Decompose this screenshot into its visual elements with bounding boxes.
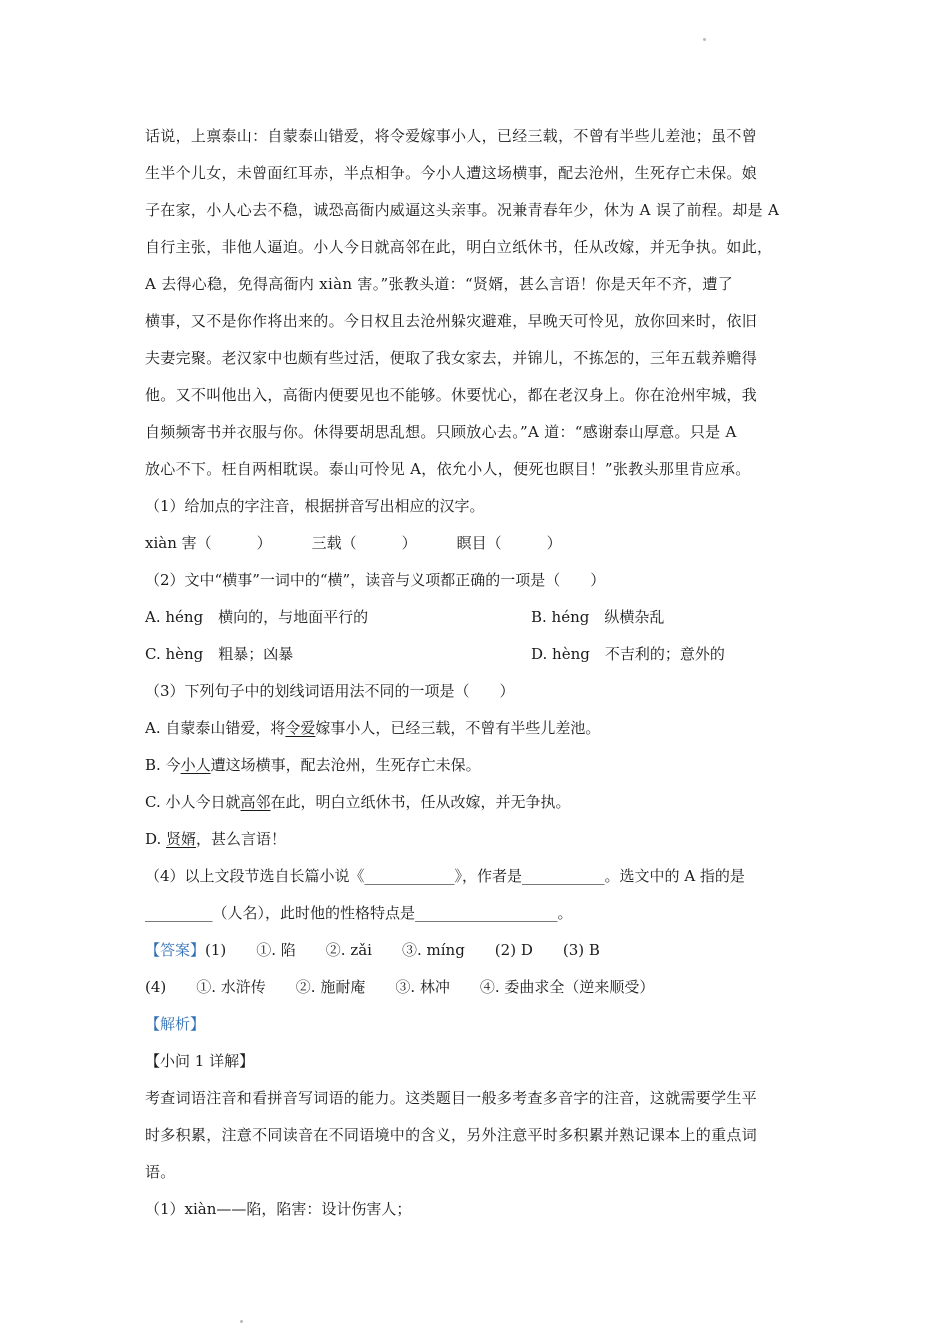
q1-item-xianhai: xiàn 害（ ） [145, 534, 272, 552]
q3-b-text: B. 今 [145, 756, 181, 774]
q3-a-text: 嫁事小人，已经三载，不曾有半些儿差池。 [315, 719, 601, 737]
analysis-item: （1）xiàn——陷，陷害：设计伤害人； [145, 1200, 412, 1218]
analysis-line: 考查词语注音和看拼音写词语的能力。这类题目一般多考查多音字的注音，这就需要学生平 [145, 1089, 758, 1107]
q3-option-d [145, 821, 810, 858]
q3-option-c [145, 784, 810, 821]
question-2-stem: （2）文中“横事”一词中的“横”，读音与义项都正确的一项是（ ） [145, 571, 606, 589]
passage-line: A 去得心稳，免得高衙内 xiàn 害。”张教头道：“贤婿，甚么言语！你是天年不齐，遭了 [145, 275, 734, 293]
passage [145, 118, 810, 488]
question-1-stem: （1）给加点的字注音，根据拼音写出相应的汉字。 [145, 497, 485, 515]
page-marker-dot [703, 38, 706, 41]
analysis-line: 时多积累，注意不同读音在不同语境中的含义，另外注意平时多积累并熟记课本上的重点词 [145, 1126, 758, 1144]
q2-option-c: C. hèng 粗暴；凶暴 [145, 645, 294, 663]
passage-line: 话说，上禀泰山：自蒙泰山错爱，将令爱嫁事小人，已经三载，不曾有半些儿差池；虽不曾 [145, 127, 758, 145]
q2-option-b: B. héng 纵横杂乱 [531, 608, 665, 626]
document-page [145, 118, 810, 1228]
q3-d-underlined: 贤婿 [166, 830, 197, 848]
passage-line: 横事，又不是你作将出来的。今日权且去沧州躲灾避难，早晚天可怜见，放你回来时，依旧 [145, 312, 758, 330]
q3-a-underlined: 令爱 [285, 719, 316, 737]
passage-line: 子在家，小人心去不稳，诚恐高衙内威逼这头亲事。况兼青春年少，休为 A 误了前程。却是 A [145, 201, 780, 219]
answer-line [145, 932, 810, 969]
question-1-items [145, 525, 810, 562]
passage-line: 生半个儿女，未曾面红耳赤，半点相争。今小人遭这场横事，配去沧州，生死存亡未保。娘 [145, 164, 758, 182]
passage-line: 自行主张，非他人逼迫。小人今日就高邻在此，明白立纸休书，任从改嫁，并无争执。如此， [145, 238, 773, 256]
q3-c-text: 在此，明白立纸休书，任从改嫁，并无争执。 [270, 793, 571, 811]
page-marker-dot [240, 1320, 243, 1323]
analysis-text [145, 1080, 810, 1191]
q3-a-text: A. 自蒙泰山错爱，将 [145, 719, 286, 737]
q3-b-text: 遭这场横事，配去沧州，生死存亡未保。 [210, 756, 481, 774]
q3-option-a [145, 710, 810, 747]
analysis-line: 语。 [145, 1163, 176, 1181]
q2-options-row [145, 599, 810, 636]
question-4-line: （4）以上文段节选自长篇小说《____________》，作者是___________。选文中的 A 指的是 [145, 867, 745, 885]
q1-item-mingmu: 瞑目（ ） [456, 534, 562, 552]
q2-option-d: D. hèng 不吉利的；意外的 [531, 645, 725, 663]
passage-line: 自频频寄书并衣服与你。休得要胡思乱想。只顾放心去。”A 道：“感谢泰山厚意。只是 A [145, 423, 737, 441]
q3-c-text: C. 小人今日就 [145, 793, 241, 811]
analysis-label: 【解析】 [145, 1015, 206, 1033]
q2-option-a: A. héng 横向的，与地面平行的 [145, 608, 369, 626]
q3-b-underlined: 小人 [180, 756, 211, 774]
q3-d-text: D. [145, 830, 167, 848]
answer-label: 【答案】 [145, 941, 206, 959]
q3-option-b [145, 747, 810, 784]
passage-line: 他。又不叫他出入，高衙内便要见也不能够。休要忧心，都在老汉身上。你在沧州牢城，我 [145, 386, 758, 404]
q1-item-sanzai: 三载（ ） [311, 534, 417, 552]
passage-line: 夫妻完聚。老汉家中也颇有些过活，便取了我女家去，并锦儿，不拣怎的，三年五载养赡得 [145, 349, 758, 367]
question-3-stem: （3）下列句子中的划线词语用法不同的一项是（ ） [145, 682, 515, 700]
q2-options-row [145, 636, 810, 673]
passage-line: 放心不下。枉自两相耽误。泰山可怜见 A，依允小人，便死也瞑目！”张教头那里肯应承。 [145, 460, 751, 478]
answer-text: (1) ①. 陷 ②. zǎi ③. míng (2) D (3) B [205, 941, 600, 959]
q3-d-text: ，甚么言语！ [196, 830, 287, 848]
question-4-line: _________（人名），此时他的性格特点是___________________。 [145, 904, 573, 922]
answer-line: (4) ①. 水浒传 ②. 施耐庵 ③. 林冲 ④. 委曲求全（逆来顺受） [145, 978, 655, 996]
analysis-subheading: 【小问 1 详解】 [145, 1052, 255, 1070]
q3-c-underlined: 高邻 [240, 793, 271, 811]
